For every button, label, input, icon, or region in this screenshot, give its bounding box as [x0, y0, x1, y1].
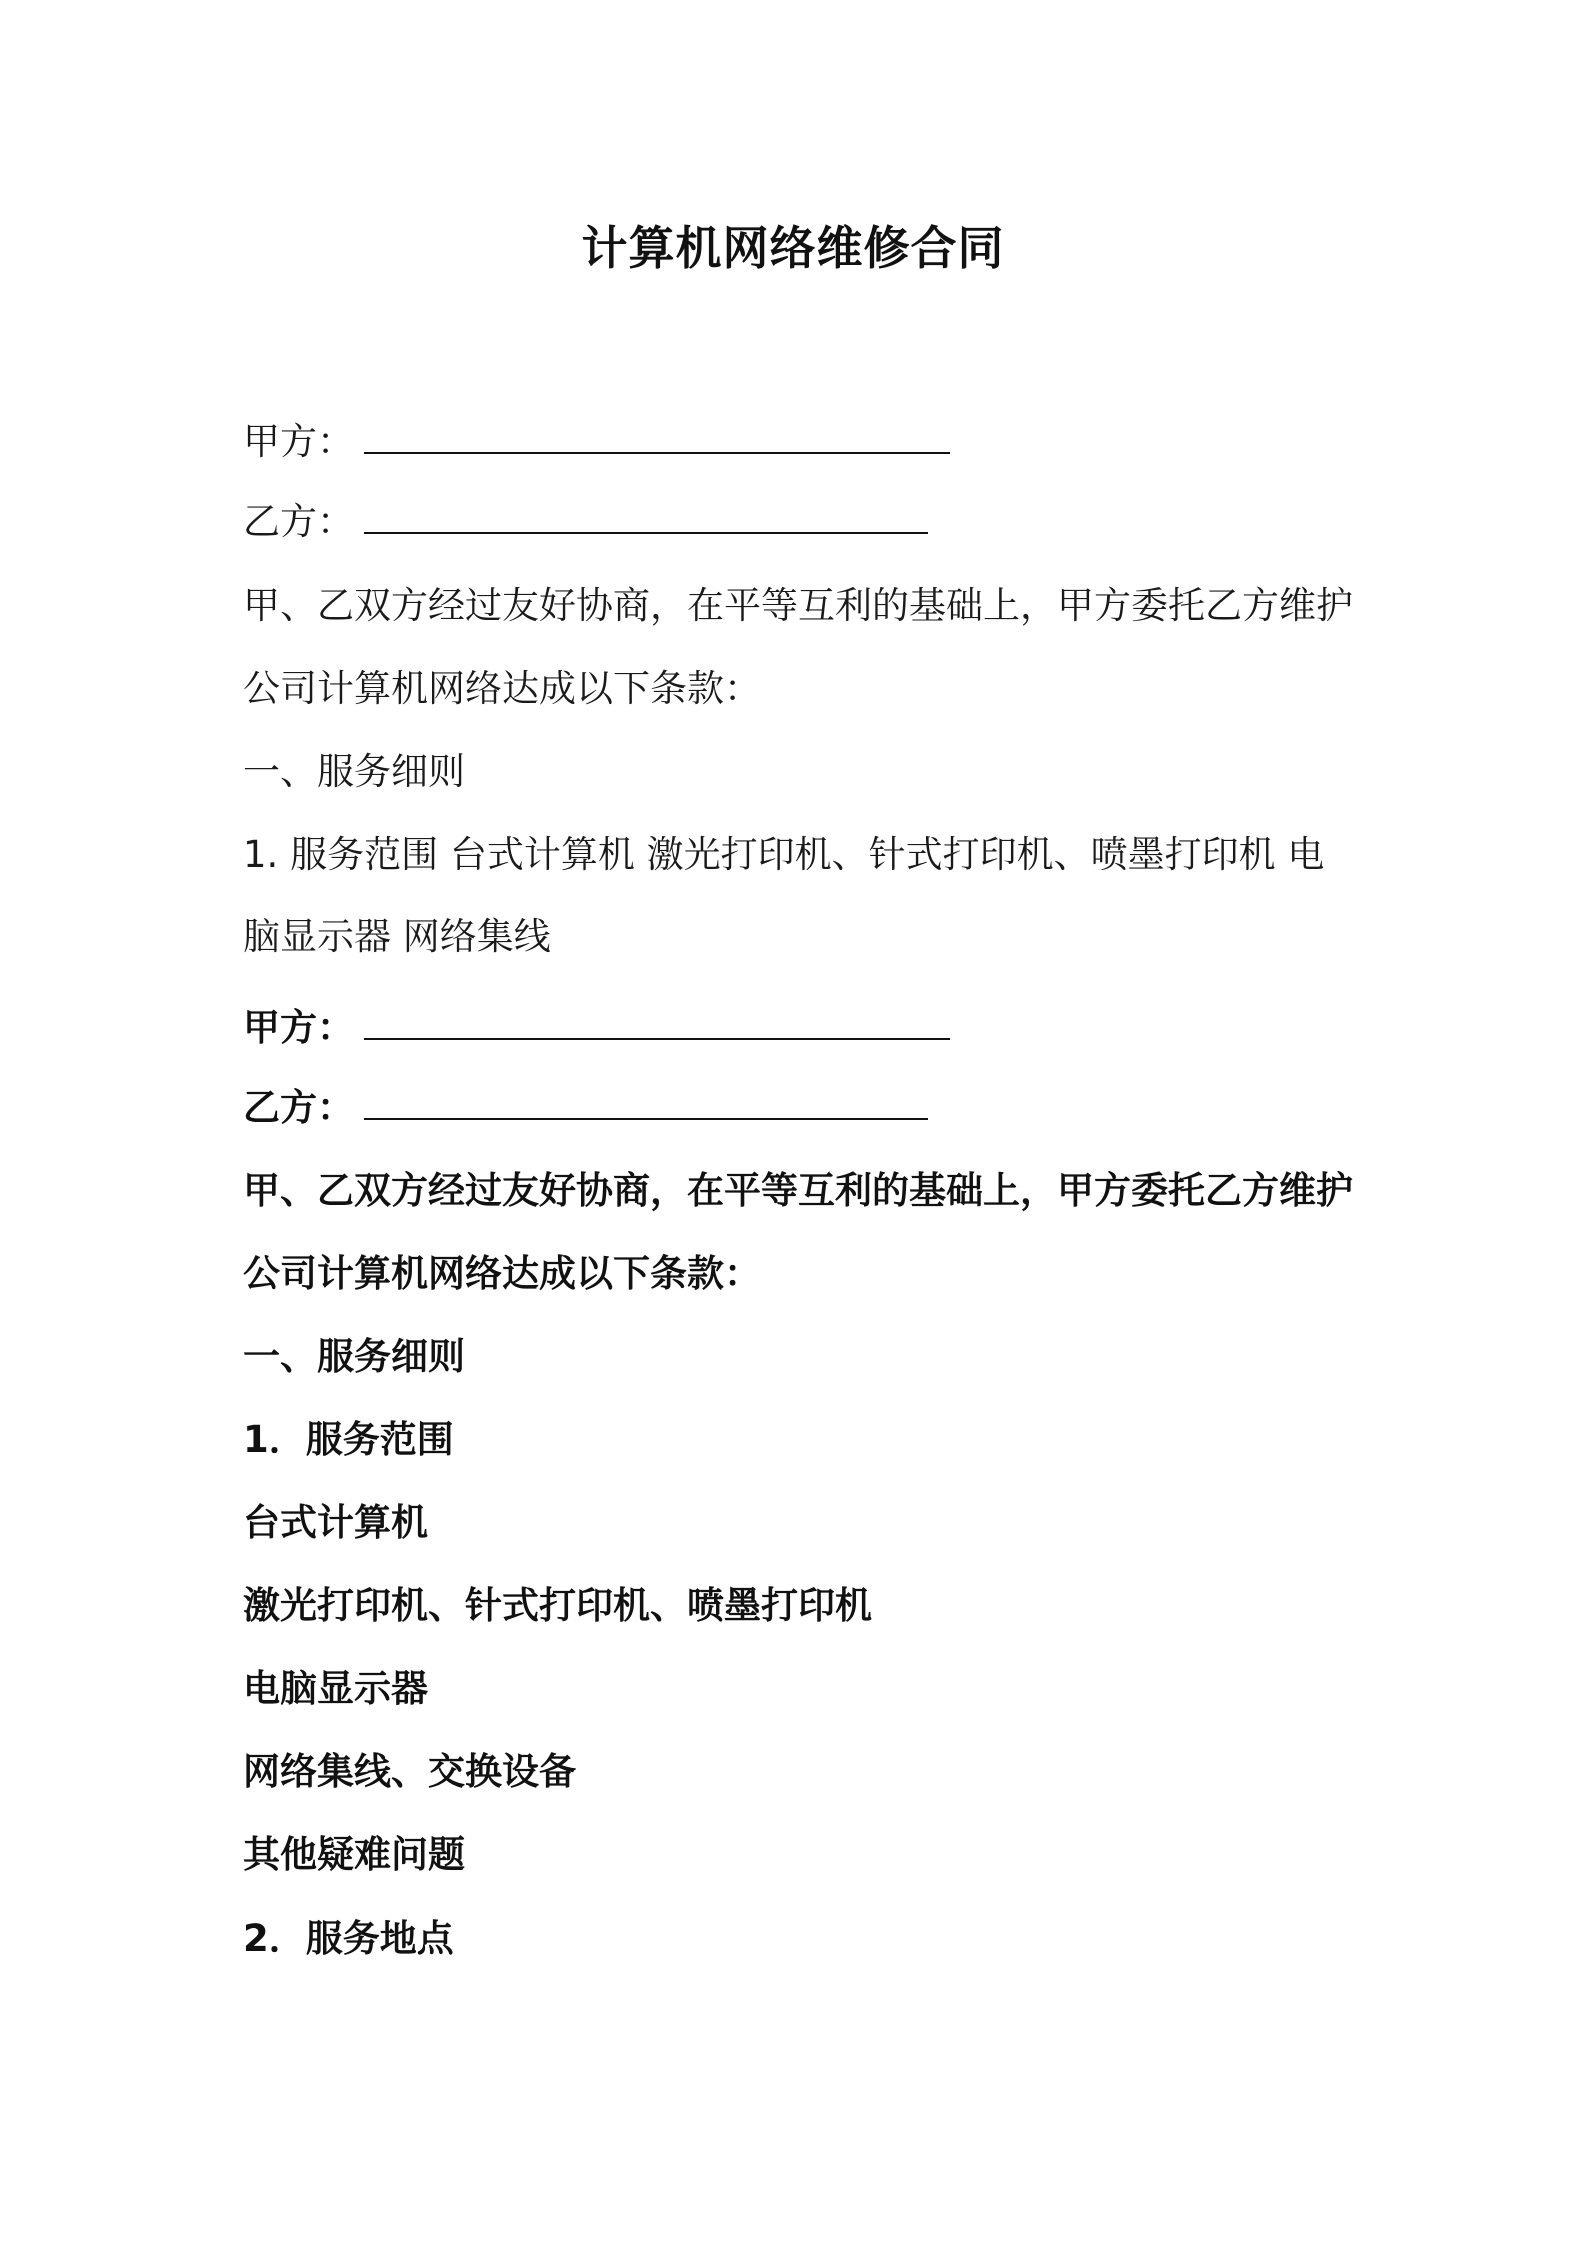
party-b-blank [364, 1088, 928, 1120]
party-a-label: 甲方： [243, 1006, 354, 1049]
intro-paragraph-line: 公司计算机网络达成以下条款： [243, 667, 761, 710]
scope-item: 台式计算机 [243, 1501, 428, 1544]
party-b-line [243, 494, 928, 550]
section-heading: 一、服务细则 [243, 1335, 465, 1378]
party-a-line [243, 414, 950, 470]
party-a-label: 甲方： [243, 420, 354, 463]
party-a-blank [364, 1008, 950, 1040]
intro-paragraph-line: 公司计算机网络达成以下条款： [243, 1252, 761, 1295]
location-heading: 2．服务地点 [243, 1917, 454, 1960]
section-heading: 一、服务细则 [243, 750, 465, 793]
party-a-blank [364, 422, 950, 454]
party-b-label: 乙方： [243, 500, 354, 543]
party-a-line [243, 1000, 950, 1056]
scope-item: 电脑显示器 [243, 1667, 428, 1710]
intro-paragraph-line: 甲、乙双方经过友好协商，在平等互利的基础上，甲方委托乙方维护 [243, 1169, 1353, 1212]
scope-item: 其他疑难问题 [243, 1833, 465, 1876]
scope-paragraph-line: 1. 服务范围 台式计算机 激光打印机、针式打印机、喷墨打印机 电 [243, 833, 1325, 876]
document-title: 计算机网络维修合同 [581, 221, 1005, 275]
intro-paragraph-line: 甲、乙双方经过友好协商，在平等互利的基础上，甲方委托乙方维护 [243, 584, 1353, 627]
scope-item: 激光打印机、针式打印机、喷墨打印机 [243, 1584, 872, 1627]
scope-item: 网络集线、交换设备 [243, 1750, 576, 1793]
party-b-blank [364, 502, 928, 534]
party-b-line [243, 1080, 928, 1136]
scope-heading: 1．服务范围 [243, 1418, 454, 1461]
party-b-label: 乙方： [243, 1086, 354, 1129]
scope-paragraph-line: 脑显示器 网络集线 [243, 915, 551, 958]
